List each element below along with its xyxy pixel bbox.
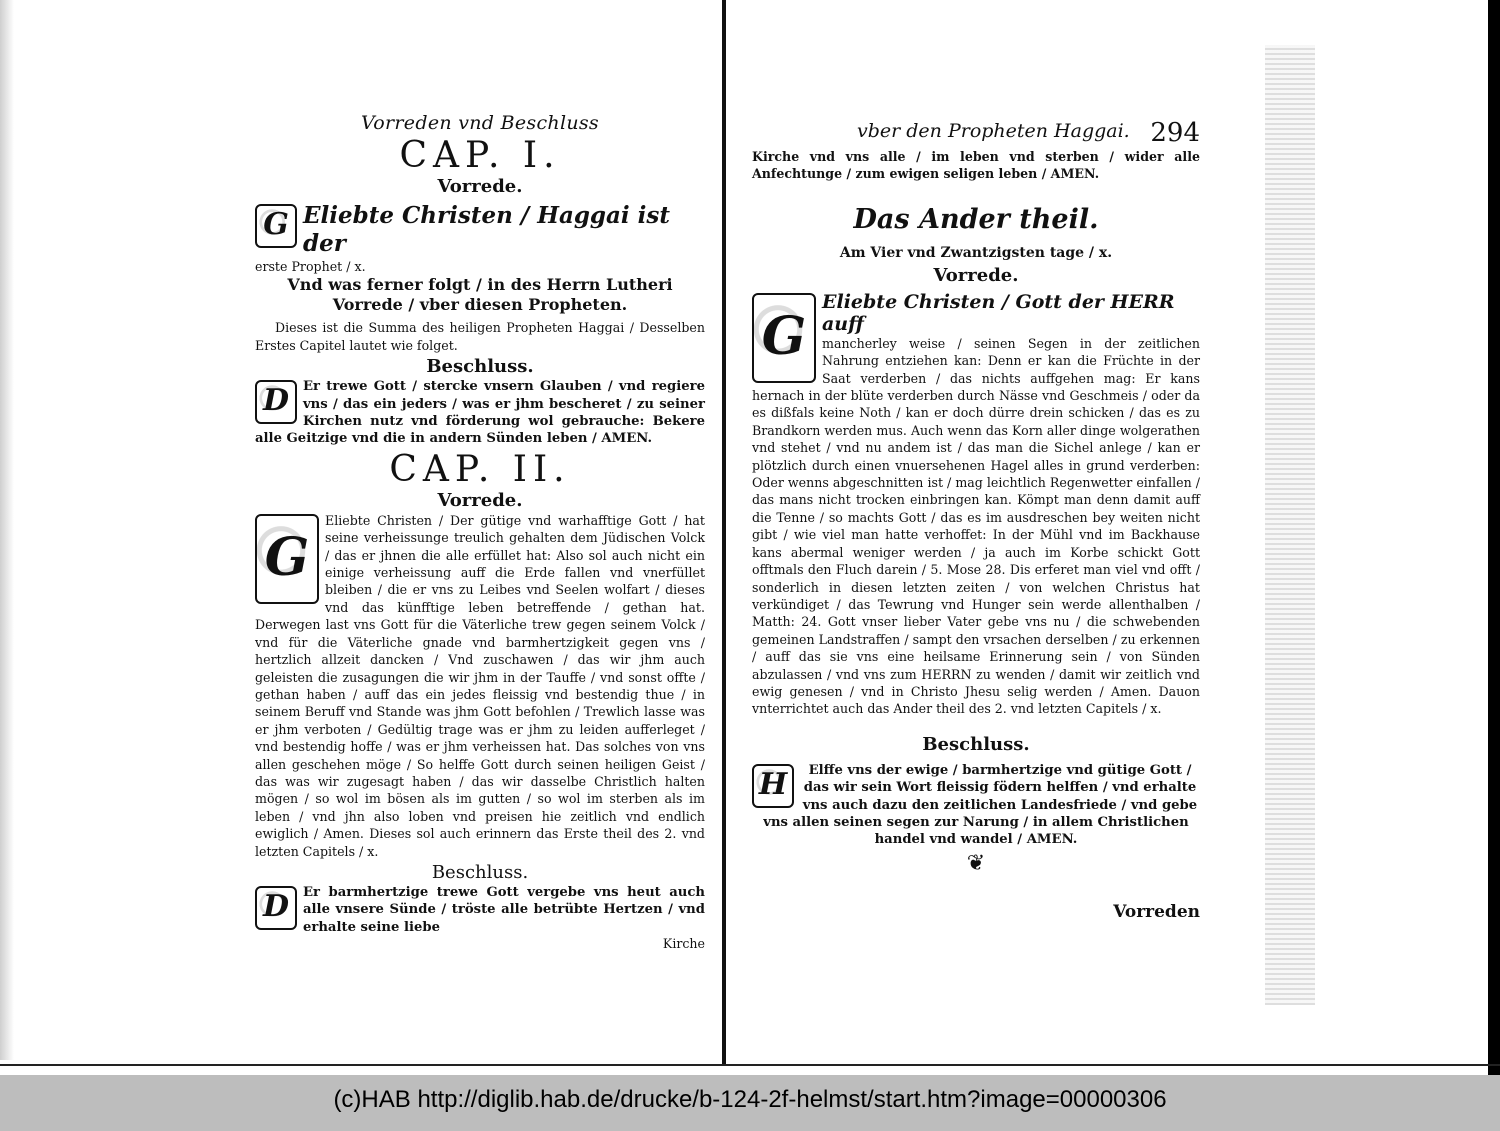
cap1-lead: Eliebte Christen / Haggai ist der [303, 202, 670, 257]
right-header [752, 118, 1200, 148]
book-spine [712, 0, 736, 1065]
cap1-text3: Dieses ist die Summa des heiligen Propheten Haggai / Desselben Erstes Capitel lautet wie folget. [255, 320, 705, 353]
scan-border-bottom [0, 1064, 1500, 1066]
cap1-lead-cont: erste Prophet / x. [255, 259, 366, 274]
right-beschluss-text: Elffe vns der ewige / barmhertzige vnd gütige Gott / das wir sein Wort fleissig födern helffen / vnd erhalte vns auch dazu den zeitlichen Landesfriede / vnd gebe vns allen seinen segen zur Narung / in allem Christlichen handel vnd wandel / AMEN. [763, 762, 1198, 848]
page-number: 294 [1150, 118, 1200, 148]
cap1-beschluss-initial: D [255, 380, 297, 424]
right-running-head: vber den Propheten Haggai. [857, 120, 1130, 142]
cap2-beschluss-text: Er barmhertzige trewe Gott vergebe vns heut auch alle vnsere Sünde / tröste alle betrübte Hertzen / vnd erhalte seine liebe [303, 884, 705, 935]
scan-margin-noise [1265, 45, 1315, 1005]
cap2-text-block [255, 512, 705, 860]
right-opening: Kirche vnd vns alle / im leben vnd sterben / wider alle Anfechtunge / zum ewigen seligen leben / AMEN. [752, 149, 1200, 182]
left-catchword: Kirche [662, 936, 705, 952]
left-page [255, 112, 705, 951]
cap1-beschluss-block [255, 378, 705, 448]
cap2-text: Eliebte Christen / Der gütige vnd warhafftige Gott / hat seine verheissunge treulich gehalten dem Jüdischen Volck / das er jhnen die alle erfüllet hat: Also sol auch nicht ein einige verheissung auff die Erde fallen vnd vnerfüllet bleiben / die er vns zu Leibes vnd Seelen wolfart / dieses vnd das künfftige leben betreffende / gethan hat. Derwegen last vns Gott für die Väterliche trew gegen seinem Volck / vnd für die Väterliche gnade vnd barmhertzigkeit gegen vns / hertzlich allzeit dancken / Vnd zuschawen / das wir jhm auch geleisten die zusagungen die wir jhm in der Tauffe / vnd sonst offte / gethan haben / auff das ein jedes fleissig vnd bestendig thue / in seinem Beruff vnd Stande was jhm Gott befohlen / Trewlich lasse was er jhm verboten / Gedültig trage was er jhm zu leiden aufferleget / vnd bestendig hoffe / was er jhm verheissen hat. Das solches von vns allen geschehen möge / So helffe Gott durch seinen heiligen Geist / das was wir zugesagt haben / das wir dasselbe Christlich halten mögen / so wol im bösen als im gutten / so wol im sterben als im leben / vnd jhn also loben vnd preisen hie zeitlich vnd endlich ewiglich / Amen. Dieses sol auch erinnern das Erste theil des 2. vnd letzten Capitels / x. [255, 512, 705, 859]
cap2-beschluss-title: Beschluss. [431, 861, 529, 883]
right-initial: G [752, 293, 816, 383]
right-page [752, 118, 1200, 922]
right-text-block [752, 291, 1200, 718]
right-lead: Eliebte Christen / Gott der HERR auff [822, 290, 1175, 335]
cap1-beschluss-text: Er trewe Gott / stercke vnsern Glauben / vnd regiere vns / das ein jeders / was er jhm bescheret / zu seiner Kirchen nutz vnd förderung wol gebrauche: Bekere alle Geitzige vnd die in andern Sünden leben / AMEN. [255, 379, 705, 447]
cap1-beschluss-title: Beschluss. [426, 356, 534, 378]
cap1-text2: Vnd was ferner folgt / in des Herrn Lutheri Vorrede / vber diesen Propheten. [287, 275, 673, 315]
right-catchword: Vorreden [1113, 901, 1200, 922]
cap2-initial: G [255, 514, 319, 604]
cap1-heading: CAP. I. [399, 135, 561, 176]
cap1-vorrede-title: Vorrede. [437, 176, 523, 197]
scan-edge-left [0, 0, 14, 1060]
right-vorrede-title: Vorrede. [933, 264, 1019, 286]
footer-url-text: (c)HAB http://diglib.hab.de/drucke/b-124-2f-helmst/start.htm?image=00000306 [333, 1086, 1167, 1113]
section-title: Das Ander theil. [853, 203, 1099, 235]
cap2-vorrede-title: Vorrede. [437, 489, 523, 511]
right-beschluss-block [752, 762, 1200, 849]
right-beschluss-title: Beschluss. [922, 733, 1030, 755]
right-text: mancherley weise / seinen Segen in der zeitlichen Nahrung entziehen kan: Denn er kan die Früchte in der Saat verderben / das nichts auffgehen mag: Er kans hernach in der blüte verderben durch Nässe vnd Geschmeis / oder da es dißfals keine Noth / kan er doch dürre drein schicken / das es zu Brandkorn werden mus. Auch wenn das Korn aller dinge wolgerathen vnd stehet / vnd nu andem ist / das man die Sichel anlege / kan er plötzlich durch einen vnuersehenen Hagel alles in grund verderben: Oder wenns abgeschnitten ist / mag leichtlich Regenwetter einfallen / das mans nicht trocken einbringen kan. Kömpt man denn damit auff die Tenne / so machts Gott / das es im ausdreschen bey weiten nicht gibt / wie viel man hatte verhoffet: In der Mühl vnd im Backhause kans abermal weniger werden / ja auch im Korbe schickt Gott offtmals den Fluch darein / 5. Mose 28. Dis erferet man viel vnd offt / sonderlich in diesen letzten zeiten / von welchen Christus hat verkündiget / das Tewrung vnd Hunger sein werde allenthalben / Matth: 24. Gott vnser lieber Vater gebe vns nu / die schwebenden gemeinen Landstraffen / sampt den vrsachen derselben / zu erkennen / auff das sie vns eine heilsame Erinnerung sein / von Sünden abzulassen / vnd vns zum HERRN zu wenden / damit wir zeitlich vnd ewig genesen / vnd in Christo Jhesu selig werden / Amen. Dauon vnterrichtet auch das Ander theil des 2. vnd letzten Capitels / x. [752, 335, 1200, 717]
cap1-lead-block [255, 202, 705, 275]
spine-line [722, 0, 726, 1065]
right-beschluss-initial: H [752, 764, 794, 808]
cap1-initial: G [255, 204, 297, 248]
scan-border-right [1488, 0, 1500, 1075]
left-running-head: Vorreden vnd Beschluss [361, 112, 599, 134]
cap2-beschluss-initial: D [255, 886, 297, 930]
cap2-beschluss-block [255, 884, 705, 936]
date-line: Am Vier vnd Zwantzigsten tage / x. [839, 244, 1113, 261]
cap2-heading: CAP. II. [389, 448, 571, 490]
fleuron: ❦ [966, 850, 986, 876]
